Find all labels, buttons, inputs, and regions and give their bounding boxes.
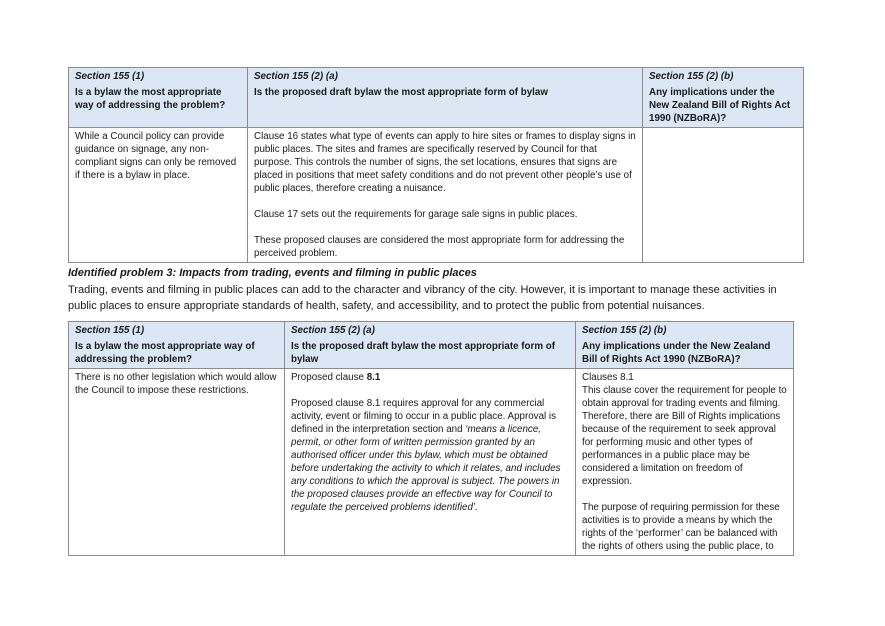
purpose-text: The purpose of requiring permission for these activities is to provide a means by which the rights of the ‘performer’ can be balanced with the rights of others using the public place, to xyxy=(582,502,780,552)
header-section-155-2a xyxy=(248,68,643,128)
cell-appropriateness xyxy=(69,128,248,263)
header-section-155-2a xyxy=(285,322,576,369)
table-row xyxy=(69,369,794,556)
header-question: Is the proposed draft bylaw the most appropriate form of bylaw xyxy=(254,87,548,98)
conclusion-text: These proposed clauses are considered the most appropriate form for addressing the perceived problem. xyxy=(254,235,625,259)
problem-3-heading: Identified problem 3: Impacts from trading, events and filming in public places xyxy=(68,267,477,279)
header-title: Section 155 (2) (a) xyxy=(291,325,375,336)
bylaw-analysis-table-trading xyxy=(68,321,794,556)
clause-number: 8.1 xyxy=(366,372,381,383)
cell-form-of-bylaw xyxy=(285,369,576,556)
header-title: Section 155 (2) (b) xyxy=(582,325,667,336)
approval-definition: ‘means a licence, permit, or other form of written permission granted by an authorised officer under this bylaw, which must be obtained before undertaking the activity to which it relates, and includes any conditions to which the approval is subject. The powers in the proposed clauses provide an effective way for Council to regulate the perceived problems identified’. xyxy=(291,424,561,513)
clause-description: Proposed clause 8.1 requires approval for any commercial activity, event or filming to occur in a public place. Approval is defined in the interpretation section and xyxy=(291,398,557,435)
header-question: Any implications under the New Zealand Bill of Rights Act 1990 (NZBoRA)? xyxy=(582,341,771,365)
header-title: Section 155 (1) xyxy=(75,325,145,336)
header-title: Section 155 (1) xyxy=(75,71,145,82)
clause-17-text: Clause 17 sets out the requirements for garage sale signs in public places. xyxy=(254,209,578,220)
header-title: Section 155 (2) (b) xyxy=(649,71,734,82)
cell-form-of-bylaw xyxy=(248,128,643,263)
header-question: Any implications under the New Zealand Bill of Rights Act 1990 (NZBoRA)? xyxy=(649,87,791,124)
proposed-clause-line xyxy=(291,371,569,384)
bylaw-analysis-table-signs xyxy=(68,67,804,263)
table-header-row xyxy=(69,322,794,369)
cell-appropriateness xyxy=(69,369,285,556)
header-section-155-1 xyxy=(69,322,285,369)
header-question: Is the proposed draft bylaw the most appropriate form of bylaw xyxy=(291,341,555,365)
cell-nzbora-implications xyxy=(643,128,804,263)
header-section-155-2b xyxy=(576,322,794,369)
cell-nzbora-implications xyxy=(576,369,794,556)
header-title: Section 155 (2) (a) xyxy=(254,71,338,82)
table-header-row xyxy=(69,68,804,128)
header-section-155-1 xyxy=(69,68,248,128)
cell-text: There is no other legislation which would allow the Council to impose these restrictions. xyxy=(75,372,277,396)
cell-text: While a Council policy can provide guidance on signage, any non-compliant signs can only be removed if there is a bylaw in place. xyxy=(75,131,237,181)
implications-text: This clause cover the requirement for people to obtain approval for trading events and filming. Therefore, there are Bill of Rights implications because of the requirement to seek approval for performing music and other types of performances in a public place may be considered a limitation on freedom of expression. xyxy=(582,385,787,487)
clause-8-1-text xyxy=(291,397,569,514)
table-row xyxy=(69,128,804,263)
clause-16-text: Clause 16 states what type of events can apply to hire sites or frames to display signs in public places. The sites and frames are specifically reserved by Council for that purpose. This controls the number of signs, the set locations, ensures that signs are placed in positions that meet safety conditions and do not prevent other people’s use of public places, therefore creating a nuisance. xyxy=(254,131,636,194)
clauses-label: Clauses 8.1 xyxy=(582,372,634,383)
problem-3-description: Trading, events and filming in public places can add to the character and vibrancy of the city. However, it is important to manage these activities in public places to ensure appropriate standards of health, safety, and accessibility, and to protect the public from potential nuisances. xyxy=(68,284,777,312)
clause-prefix: Proposed clause xyxy=(291,372,367,383)
header-question: Is a bylaw the most appropriate way of addressing the problem? xyxy=(75,87,226,111)
header-section-155-2b xyxy=(643,68,804,128)
header-question: Is a bylaw the most appropriate way of addressing the problem? xyxy=(75,341,255,365)
clauses-8-1-implications xyxy=(582,371,787,488)
